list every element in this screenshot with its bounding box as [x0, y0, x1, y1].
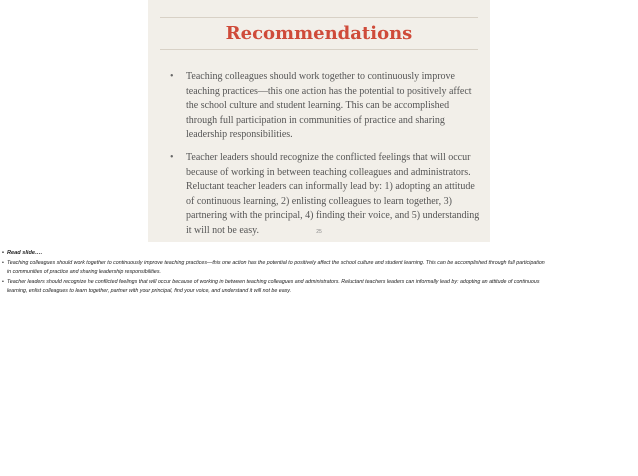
bullet-item: • Teacher leaders should recognize the conflicted feelings that will occur because of working in between teaching colleagues and administrators. Reluctant teacher leaders can informally lead by: 1) adopting an attitude of continuous learning, 2) enlisting colleagues to learn together, 3) partnering with the principal, 4) finding their voice, and 5) understanding it will not be easy. — [168, 151, 480, 239]
notes-heading: • Read slide…. — [2, 249, 632, 259]
title-divider — [160, 49, 478, 50]
slide-title: Recommendations — [225, 23, 413, 44]
bullet-list — [168, 70, 480, 247]
top-divider — [160, 17, 478, 18]
notes-line: • Teaching colleagues should work together to continuously improve teaching practices—this one action has the potential to positively affect the school culture and student learning. This can be accomplished through full participation — [2, 259, 632, 269]
bullet-item: • Teaching colleagues should work together to continuously improve teaching practices—this one action has the potential to positively affect the school culture and student learning. This can be accomplished through full participation in communities of practice and sharing leadership responsibilities. — [168, 70, 480, 143]
notes-line: • Teacher leaders should recognize he conflicted feelings that will occur because of working in between teaching colleagues and administrators. Reluctant teachers leaders can informally lead by: adopting an attitude of continuous — [2, 278, 632, 288]
notes-line: learning, enlist colleagues to learn together, partner with your principal, find your voice, and understand it will not be easy. — [7, 288, 292, 294]
slide — [148, 0, 490, 242]
speaker-notes — [2, 249, 632, 297]
notes-line: in communities of practice and sharing leadership responsibilities. — [7, 269, 161, 275]
page-number: 25 — [316, 229, 322, 235]
